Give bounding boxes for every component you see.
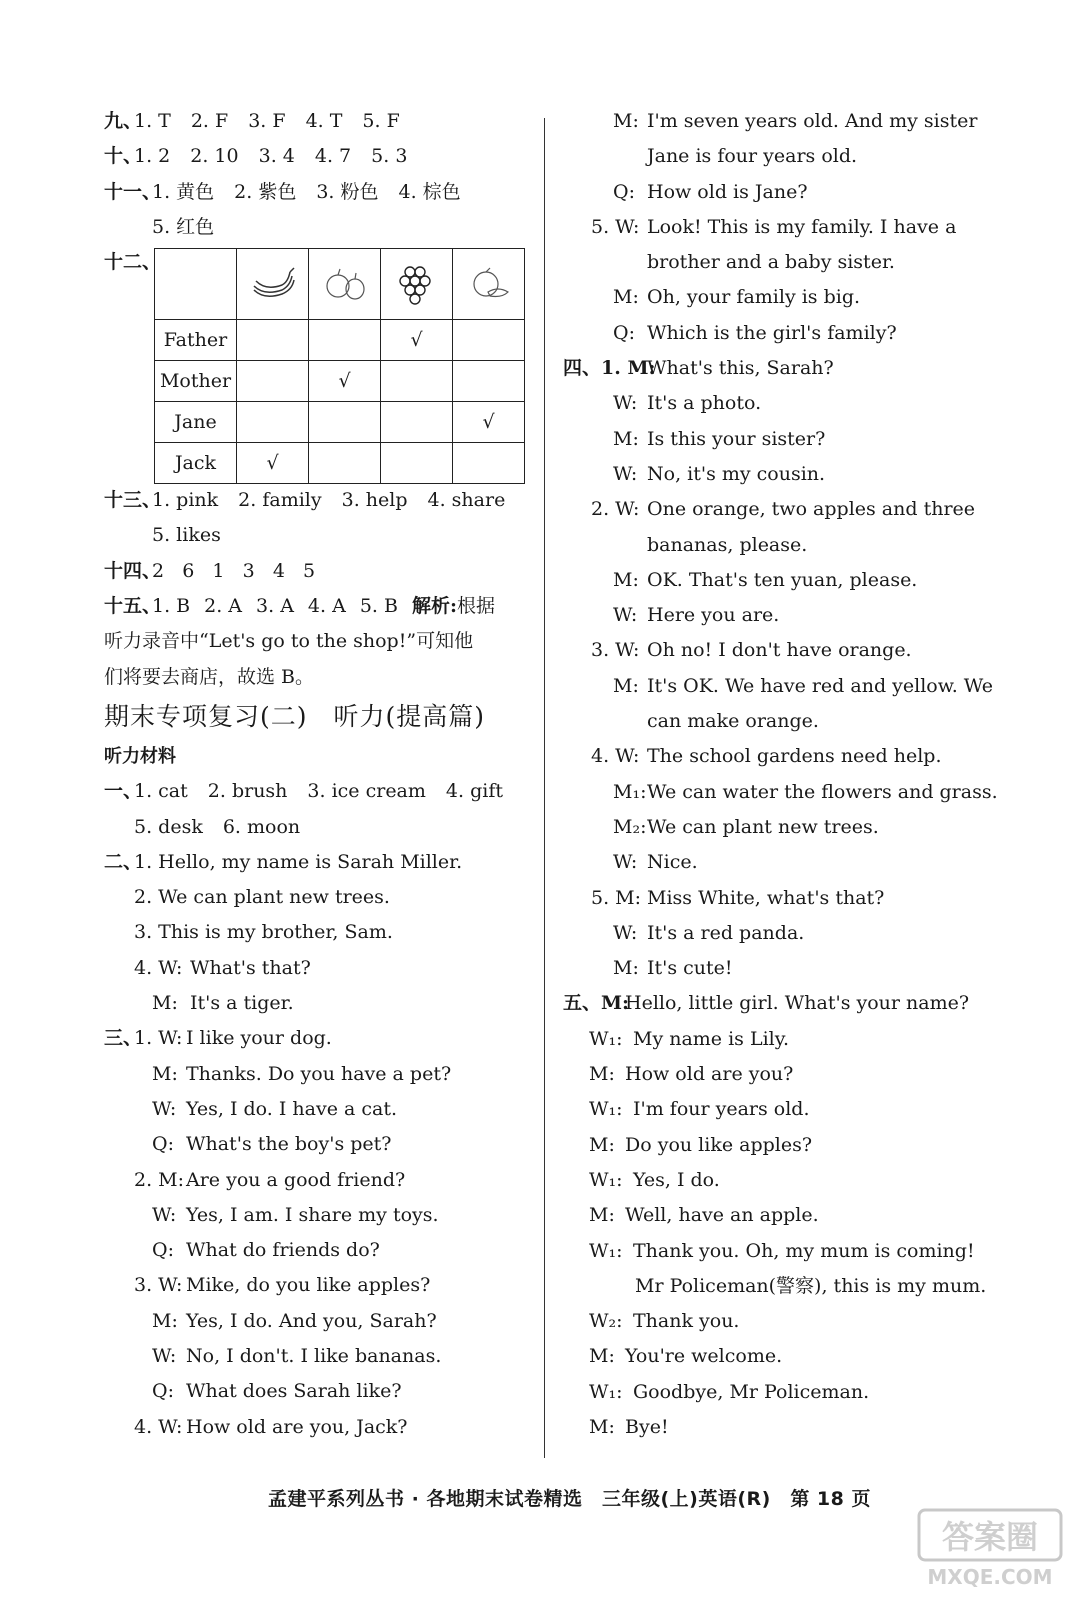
- transcript-text: 1. Hello, my name is Sarah Miller.: [134, 850, 463, 873]
- transcript-line: [563, 104, 993, 139]
- answer-item: 3. 4: [258, 145, 295, 168]
- answer-row-13-cont: [104, 518, 536, 553]
- answer-item: 4. share: [427, 489, 506, 512]
- transcript-line: [563, 457, 993, 492]
- speaker-label: W:: [152, 1345, 177, 1368]
- check-cell: √: [453, 402, 525, 443]
- speaker-label: 5. M:: [591, 886, 642, 909]
- section-marker: 十三、: [104, 489, 162, 512]
- transcript-text: bananas, please.: [647, 533, 808, 556]
- transcript-text: It's OK. We have red and yellow. We: [647, 674, 994, 697]
- transcript-text: No, I don't. I like bananas.: [186, 1345, 442, 1368]
- row-name: Jack: [155, 443, 237, 484]
- transcript-text: You're welcome.: [625, 1345, 783, 1368]
- transcript-text: Hello, little girl. What's your name?: [625, 992, 970, 1015]
- transcript-text: How old is Jane?: [647, 180, 808, 203]
- transcript-line: [104, 951, 536, 986]
- listening-row-3: [104, 1021, 536, 1445]
- answer-item: 2. 紫色: [234, 180, 297, 203]
- transcript-text: Thank you. Oh, my mum is coming!: [633, 1239, 975, 1262]
- transcript-text: Mike, do you like apples?: [186, 1274, 431, 1297]
- transcript-text: What's this, Sarah?: [647, 357, 834, 380]
- listening-row-2: [104, 845, 536, 880]
- transcript-line: [563, 316, 993, 351]
- section-marker: 九、: [104, 110, 143, 132]
- right-column: [563, 104, 998, 1445]
- transcript-line: [563, 598, 993, 633]
- answer-item: 4. gift: [445, 780, 503, 803]
- speaker-label: 2. M:: [134, 1168, 185, 1191]
- transcript-text: Yes, I do.: [633, 1168, 720, 1191]
- answer-item: 3. A: [256, 595, 294, 618]
- transcript-text: Are you a good friend?: [186, 1168, 406, 1191]
- answer-item: 3. help: [341, 489, 408, 512]
- transcript-text: It's a tiger.: [190, 992, 294, 1015]
- speaker-label: M₁:: [613, 780, 647, 803]
- transcript-line: [104, 1021, 536, 1056]
- answer-item: 3. ice cream: [307, 780, 426, 803]
- section-marker: 十四、: [104, 559, 162, 582]
- transcript-line: [104, 986, 536, 1021]
- left-column: [104, 104, 536, 1445]
- transcript-text: We can water the flowers and grass.: [647, 780, 998, 803]
- transcript-line: [104, 1374, 536, 1409]
- check-cell: [381, 402, 453, 443]
- speaker-label: M:: [152, 992, 178, 1015]
- transcript-text: Bye!: [625, 1415, 669, 1438]
- check-cell: [381, 443, 453, 484]
- speaker-label: W:: [613, 604, 638, 627]
- row-name: Jane: [155, 402, 237, 443]
- section-marker: 十二、: [104, 251, 162, 274]
- speaker-label: M:: [613, 674, 639, 697]
- transcript-text: No, it's my cousin.: [647, 462, 826, 485]
- speaker-label: 2. W:: [591, 498, 640, 521]
- speaker-label: M:: [589, 1345, 615, 1368]
- answer-item: 1. B: [152, 595, 191, 618]
- transcript-text: What do friends do?: [186, 1239, 380, 1262]
- speaker-label: 四、1. M:: [563, 357, 656, 380]
- transcript-line: [563, 1092, 993, 1127]
- transcript-line: [563, 986, 993, 1021]
- table-row: [155, 402, 525, 443]
- speaker-label: 3. W:: [591, 639, 640, 662]
- speaker-label: M:: [589, 1204, 615, 1227]
- transcript-text: brother and a baby sister.: [647, 251, 895, 274]
- banana-icon: [250, 264, 296, 304]
- transcript-line: [563, 1304, 993, 1339]
- transcript-line: [563, 1410, 993, 1445]
- speaker-label: W₁:: [589, 1027, 623, 1050]
- sub-title: [104, 739, 536, 774]
- transcript-line: [563, 1339, 993, 1374]
- transcript-text: Nice.: [647, 851, 698, 874]
- answer-items: [134, 774, 523, 809]
- speaker-label: W₁:: [589, 1380, 623, 1403]
- answer-item: 1. 2: [134, 145, 171, 168]
- transcript-text: Mr Policeman(警察), this is my mum.: [635, 1274, 987, 1297]
- transcript-line: [563, 1269, 993, 1304]
- transcript-text: 3. This is my brother, Sam.: [134, 921, 393, 944]
- transcript-text: Which is the girl's family?: [647, 321, 897, 344]
- speaker-label: W:: [613, 462, 638, 485]
- transcript-text: Yes, I am. I share my toys.: [186, 1203, 439, 1226]
- speaker-label: 1. W:: [134, 1027, 183, 1050]
- transcript-text: It's cute!: [647, 957, 733, 980]
- explanation-label: 解析:: [411, 595, 457, 618]
- transcript-text: What does Sarah like?: [186, 1380, 402, 1403]
- transcript-line: [104, 1057, 536, 1092]
- section-marker: 十五、: [104, 595, 162, 618]
- transcript-line: [563, 951, 993, 986]
- speaker-label: Q:: [152, 1133, 174, 1156]
- transcript-line: [563, 1022, 993, 1057]
- answer-item: 2. family: [238, 489, 322, 512]
- watermark-bottom-text: MXQE.COM: [927, 1565, 1053, 1589]
- transcript-line: [563, 881, 993, 916]
- explanation-text: 听力录音中“Let's go to the shop!”可知他: [104, 630, 474, 653]
- transcript-line: [563, 492, 993, 527]
- answer-items: [134, 104, 420, 139]
- transcript-line: [563, 916, 993, 951]
- answer-row-9: [104, 104, 536, 139]
- grapes-icon: [394, 262, 440, 306]
- speaker-label: W:: [152, 1097, 177, 1120]
- orange-icon: [466, 264, 512, 304]
- answer-item: 5. desk: [134, 815, 203, 838]
- watermark-top-text: 答案圈: [941, 1518, 1039, 1556]
- answer-item: 2. brush: [207, 780, 288, 803]
- check-cell: [237, 320, 309, 361]
- transcript-line: [104, 1304, 536, 1339]
- transcript-line: [563, 139, 993, 174]
- check-cell: [453, 361, 525, 402]
- answer-row-13: [104, 483, 536, 518]
- transcript-text: Oh no! I don't have orange.: [647, 639, 912, 662]
- transcript-line: [563, 1128, 993, 1163]
- transcript-line: [104, 1268, 536, 1303]
- transcript-line: [563, 563, 993, 598]
- answer-item: 4. A: [307, 595, 346, 618]
- transcript-text: Is this your sister?: [647, 427, 826, 450]
- transcript-line: [563, 386, 993, 421]
- answer-item: 1. T: [134, 110, 171, 132]
- section-title: 期末专项复习(二) 听力(提高篇): [104, 701, 486, 731]
- transcript-text: Yes, I do. And you, Sarah?: [186, 1309, 437, 1332]
- transcript-line: [563, 280, 993, 315]
- speaker-label: M:: [589, 1133, 615, 1156]
- transcript-text: Here you are.: [647, 604, 780, 627]
- speaker-label: M:: [613, 957, 639, 980]
- transcript-line: [563, 810, 993, 845]
- transcript-line: [563, 1057, 993, 1092]
- section-marker: 三、: [104, 1027, 143, 1050]
- transcript-line: [104, 915, 536, 950]
- table-row: [155, 443, 525, 484]
- transcript-text: I'm seven years old. And my sister: [647, 110, 978, 132]
- transcript-text: Thank you.: [633, 1310, 740, 1333]
- speaker-label: W:: [613, 851, 638, 874]
- answer-item: 1. cat: [134, 780, 188, 803]
- check-cell: [309, 443, 381, 484]
- transcript-text: Goodbye, Mr Policeman.: [633, 1380, 870, 1403]
- check-cell: √: [381, 320, 453, 361]
- explanation-text: 根据: [456, 595, 495, 618]
- transcript-text: can make orange.: [647, 710, 819, 733]
- answer-item: 2. A: [204, 595, 243, 618]
- page-footer: 孟建平系列丛书 · 各地期末试卷精选 三年级(上)英语(R) 第 18 页: [268, 1488, 871, 1510]
- transcript-text: How old are you?: [625, 1063, 794, 1086]
- speaker-label: Q:: [152, 1380, 174, 1403]
- row-name: Father: [155, 320, 237, 361]
- table-row: [155, 320, 525, 361]
- answer-items: [134, 810, 320, 845]
- transcript-line: [563, 210, 993, 245]
- row-name: Mother: [155, 361, 237, 402]
- watermark-logo: [915, 1506, 1065, 1590]
- transcript-line: [563, 422, 993, 457]
- speaker-label: 4. W:: [134, 1415, 183, 1438]
- check-cell: [381, 361, 453, 402]
- check-cell: √: [237, 443, 309, 484]
- transcript-text: What's the boy's pet?: [186, 1133, 392, 1156]
- speaker-label: W₁:: [589, 1168, 623, 1191]
- sub-title-text: 听力材料: [104, 745, 176, 767]
- transcript-line: [563, 1234, 993, 1269]
- speaker-label: M:: [613, 427, 639, 450]
- speaker-label: M:: [152, 1309, 178, 1332]
- transcript-line: [104, 1410, 536, 1445]
- transcript-text: Jane is four years old.: [647, 145, 858, 168]
- speaker-label: 5. W:: [591, 215, 640, 238]
- transcript-text: It's a photo.: [647, 392, 762, 415]
- transcript-text: OK. That's ten yuan, please.: [647, 568, 918, 591]
- answer-item: 2. F: [190, 110, 229, 132]
- check-cell: [237, 402, 309, 443]
- speaker-label: W:: [613, 921, 638, 944]
- answer-row-11: [104, 175, 536, 210]
- transcript-text: Thanks. Do you have a pet?: [186, 1062, 452, 1085]
- answer-items: [152, 589, 495, 624]
- answer-item: 4. 棕色: [398, 180, 461, 203]
- table-header-cell: [381, 249, 453, 320]
- explanation-line: [104, 660, 536, 695]
- fruit-preference-table: [154, 248, 525, 484]
- transcript-line: [563, 175, 993, 210]
- check-cell: √: [309, 361, 381, 402]
- speaker-label: 五、M:: [563, 992, 630, 1015]
- check-cell: [453, 320, 525, 361]
- transcript-text: Oh, your family is big.: [647, 286, 861, 309]
- answer-item: 3. F: [248, 110, 286, 132]
- speaker-label: Q:: [613, 321, 635, 344]
- check-cell: [453, 443, 525, 484]
- answer-sequence: 2 6 1 3 4 5: [152, 559, 316, 582]
- transcript-text: Look! This is my family. I have a: [647, 215, 957, 238]
- transcript-text: The school gardens need help.: [647, 745, 942, 768]
- transcript-text: 2. We can plant new trees.: [134, 886, 390, 909]
- answer-item: 1. 黄色: [152, 180, 215, 203]
- table-header-row: [155, 249, 525, 320]
- transcript-text: We can plant new trees.: [647, 815, 879, 838]
- transcript-line: [563, 775, 998, 810]
- check-cell: [309, 320, 381, 361]
- apple-pear-icon: [322, 264, 368, 304]
- transcript-line: [104, 880, 536, 915]
- answer-item: 5. F: [362, 110, 400, 132]
- speaker-label: M:: [589, 1415, 615, 1438]
- transcript-line: [104, 1339, 536, 1374]
- speaker-label: W:: [613, 392, 638, 415]
- transcript-line: [104, 1127, 536, 1162]
- speaker-label: W₁:: [589, 1098, 623, 1121]
- answer-items: [134, 139, 427, 174]
- transcript-line: [563, 1163, 993, 1198]
- transcript-line: [104, 1233, 536, 1268]
- answer-item: 1. pink: [152, 489, 219, 512]
- transcript-text: Do you like apples?: [625, 1133, 813, 1156]
- speaker-label: 3. W:: [134, 1274, 183, 1297]
- answer-item: 5. B: [359, 595, 398, 618]
- answer-items: [152, 175, 481, 210]
- answer-item: 6. moon: [222, 815, 301, 838]
- speaker-label: M:: [613, 286, 639, 309]
- transcript-text: It's a red panda.: [647, 921, 805, 944]
- transcript-text: I like your dog.: [186, 1027, 332, 1050]
- check-cell: [309, 402, 381, 443]
- speaker-label: Q:: [613, 180, 635, 203]
- transcript-line: [104, 1092, 536, 1127]
- answer-row-11-cont: [104, 210, 536, 245]
- transcript-line: [563, 845, 993, 880]
- table-header-cell: [237, 249, 309, 320]
- answer-item: 5. likes: [152, 524, 221, 547]
- transcript-line: [104, 1163, 536, 1198]
- transcript-line: [563, 245, 993, 280]
- speaker-label: 4. W:: [134, 956, 183, 979]
- section-marker: 二、: [104, 850, 143, 873]
- answer-item: 3. 粉色: [316, 180, 379, 203]
- section-marker: 十、: [104, 145, 143, 168]
- table-corner-cell: [155, 249, 237, 320]
- explanation-line: [104, 624, 536, 659]
- transcript-line: [104, 1198, 536, 1233]
- transcript-line: [563, 1375, 993, 1410]
- speaker-label: W₁:: [589, 1239, 623, 1262]
- explanation-text: 们将要去商店，故选 B。: [104, 665, 315, 688]
- table-row: [155, 361, 525, 402]
- column-divider: [544, 118, 545, 1458]
- answer-items: [152, 483, 525, 518]
- answer-item: 2. 10: [190, 145, 239, 168]
- listening-row-1-cont: [104, 810, 536, 845]
- answer-row-12: [104, 245, 536, 483]
- speaker-label: W₂:: [589, 1310, 623, 1333]
- answer-item: 5. 3: [371, 145, 408, 168]
- transcript-line: [563, 704, 993, 739]
- speaker-label: M:: [613, 110, 639, 132]
- table-header-cell: [453, 249, 525, 320]
- transcript-text: I'm four years old.: [633, 1098, 810, 1121]
- transcript-line: [563, 351, 993, 386]
- check-cell: [237, 361, 309, 402]
- answer-item: 4. 7: [314, 145, 352, 168]
- answer-row-15: [104, 589, 536, 624]
- transcript-text: One orange, two apples and three: [647, 498, 976, 521]
- transcript-text: Yes, I do. I have a cat.: [186, 1097, 397, 1120]
- answer-item: 5. 红色: [152, 215, 215, 238]
- transcript-text: How old are you, Jack?: [186, 1415, 408, 1438]
- transcript-line: [563, 1198, 993, 1233]
- speaker-label: M₂:: [613, 815, 647, 838]
- transcript-line: [563, 633, 993, 668]
- section-marker: 一、: [104, 780, 143, 803]
- section-marker: 十一、: [104, 180, 162, 203]
- answer-item: 4. T: [305, 110, 343, 132]
- transcript-text: What's that?: [190, 956, 311, 979]
- speaker-label: M:: [613, 568, 639, 591]
- speaker-label: 4. W:: [591, 745, 640, 768]
- listening-row-1: [104, 774, 536, 809]
- speaker-label: W:: [152, 1203, 177, 1226]
- speaker-label: Q:: [152, 1239, 174, 1262]
- transcript-text: My name is Lily.: [633, 1027, 789, 1050]
- transcript-line: [563, 739, 993, 774]
- transcript-text: Well, have an apple.: [625, 1204, 819, 1227]
- speaker-label: M:: [152, 1062, 178, 1085]
- transcript-line: [563, 528, 993, 563]
- transcript-line: [563, 669, 993, 704]
- table-header-cell: [309, 249, 381, 320]
- answer-row-14: [104, 554, 536, 589]
- transcript-text: Miss White, what's that?: [647, 886, 885, 909]
- answer-row-10: [104, 139, 536, 174]
- speaker-label: M:: [589, 1063, 615, 1086]
